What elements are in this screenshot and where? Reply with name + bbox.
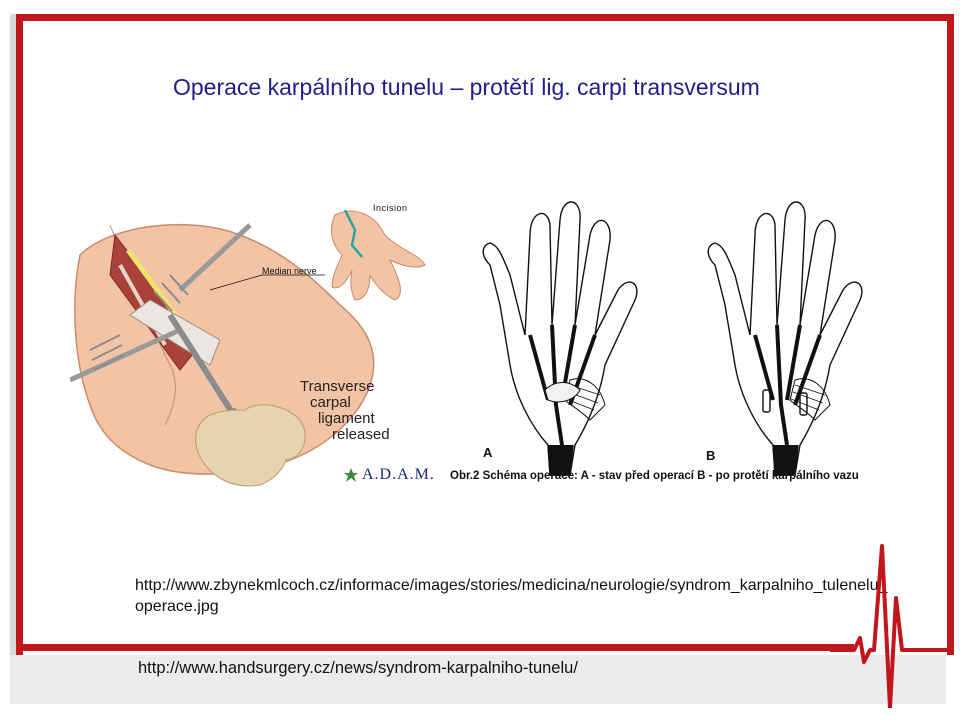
schema-hand-b [708,202,862,475]
adam-credit: A.D.A.M. [362,466,435,483]
source-link-1[interactable]: http://www.zbynekmlcoch.cz/informace/images/stories/medicina/neurologie/syndrom_karpalniho_tulenelu_operace.jpg [135,577,888,615]
ligament-label [300,379,390,443]
schema-label-a: A [483,445,493,460]
median-nerve-label: Median nerve [262,266,317,276]
ligament-label-line4: released [332,426,390,443]
ligament-label-line1: Transverse [300,378,375,395]
figure-caption-prefix: Obr.2 [450,470,480,482]
schema-label-b: B [706,448,716,463]
frame-bottom-line [16,644,854,651]
schema-hand-a [483,202,637,475]
figure-caption [450,470,859,482]
figure-caption-text: Schéma operace: A - stav před operací B - po protětí karpálního vazu [482,470,859,482]
adam-logo-icon [342,467,360,483]
ligament-label-line2: carpal [310,394,351,411]
hand-incision-inset [331,210,425,300]
ligament-label-line3: ligament [318,410,375,427]
slide-title: Operace karpálního tunelu – protětí lig. carpi transversum [173,74,760,100]
ecg-heartbeat-icon [830,538,950,708]
source-link-2[interactable]: http://www.handsurgery.cz/news/syndrom-karpalniho-tunelu/ [138,659,578,677]
incision-label: Incision [373,203,408,213]
surgical-hand-illustration [70,225,374,486]
